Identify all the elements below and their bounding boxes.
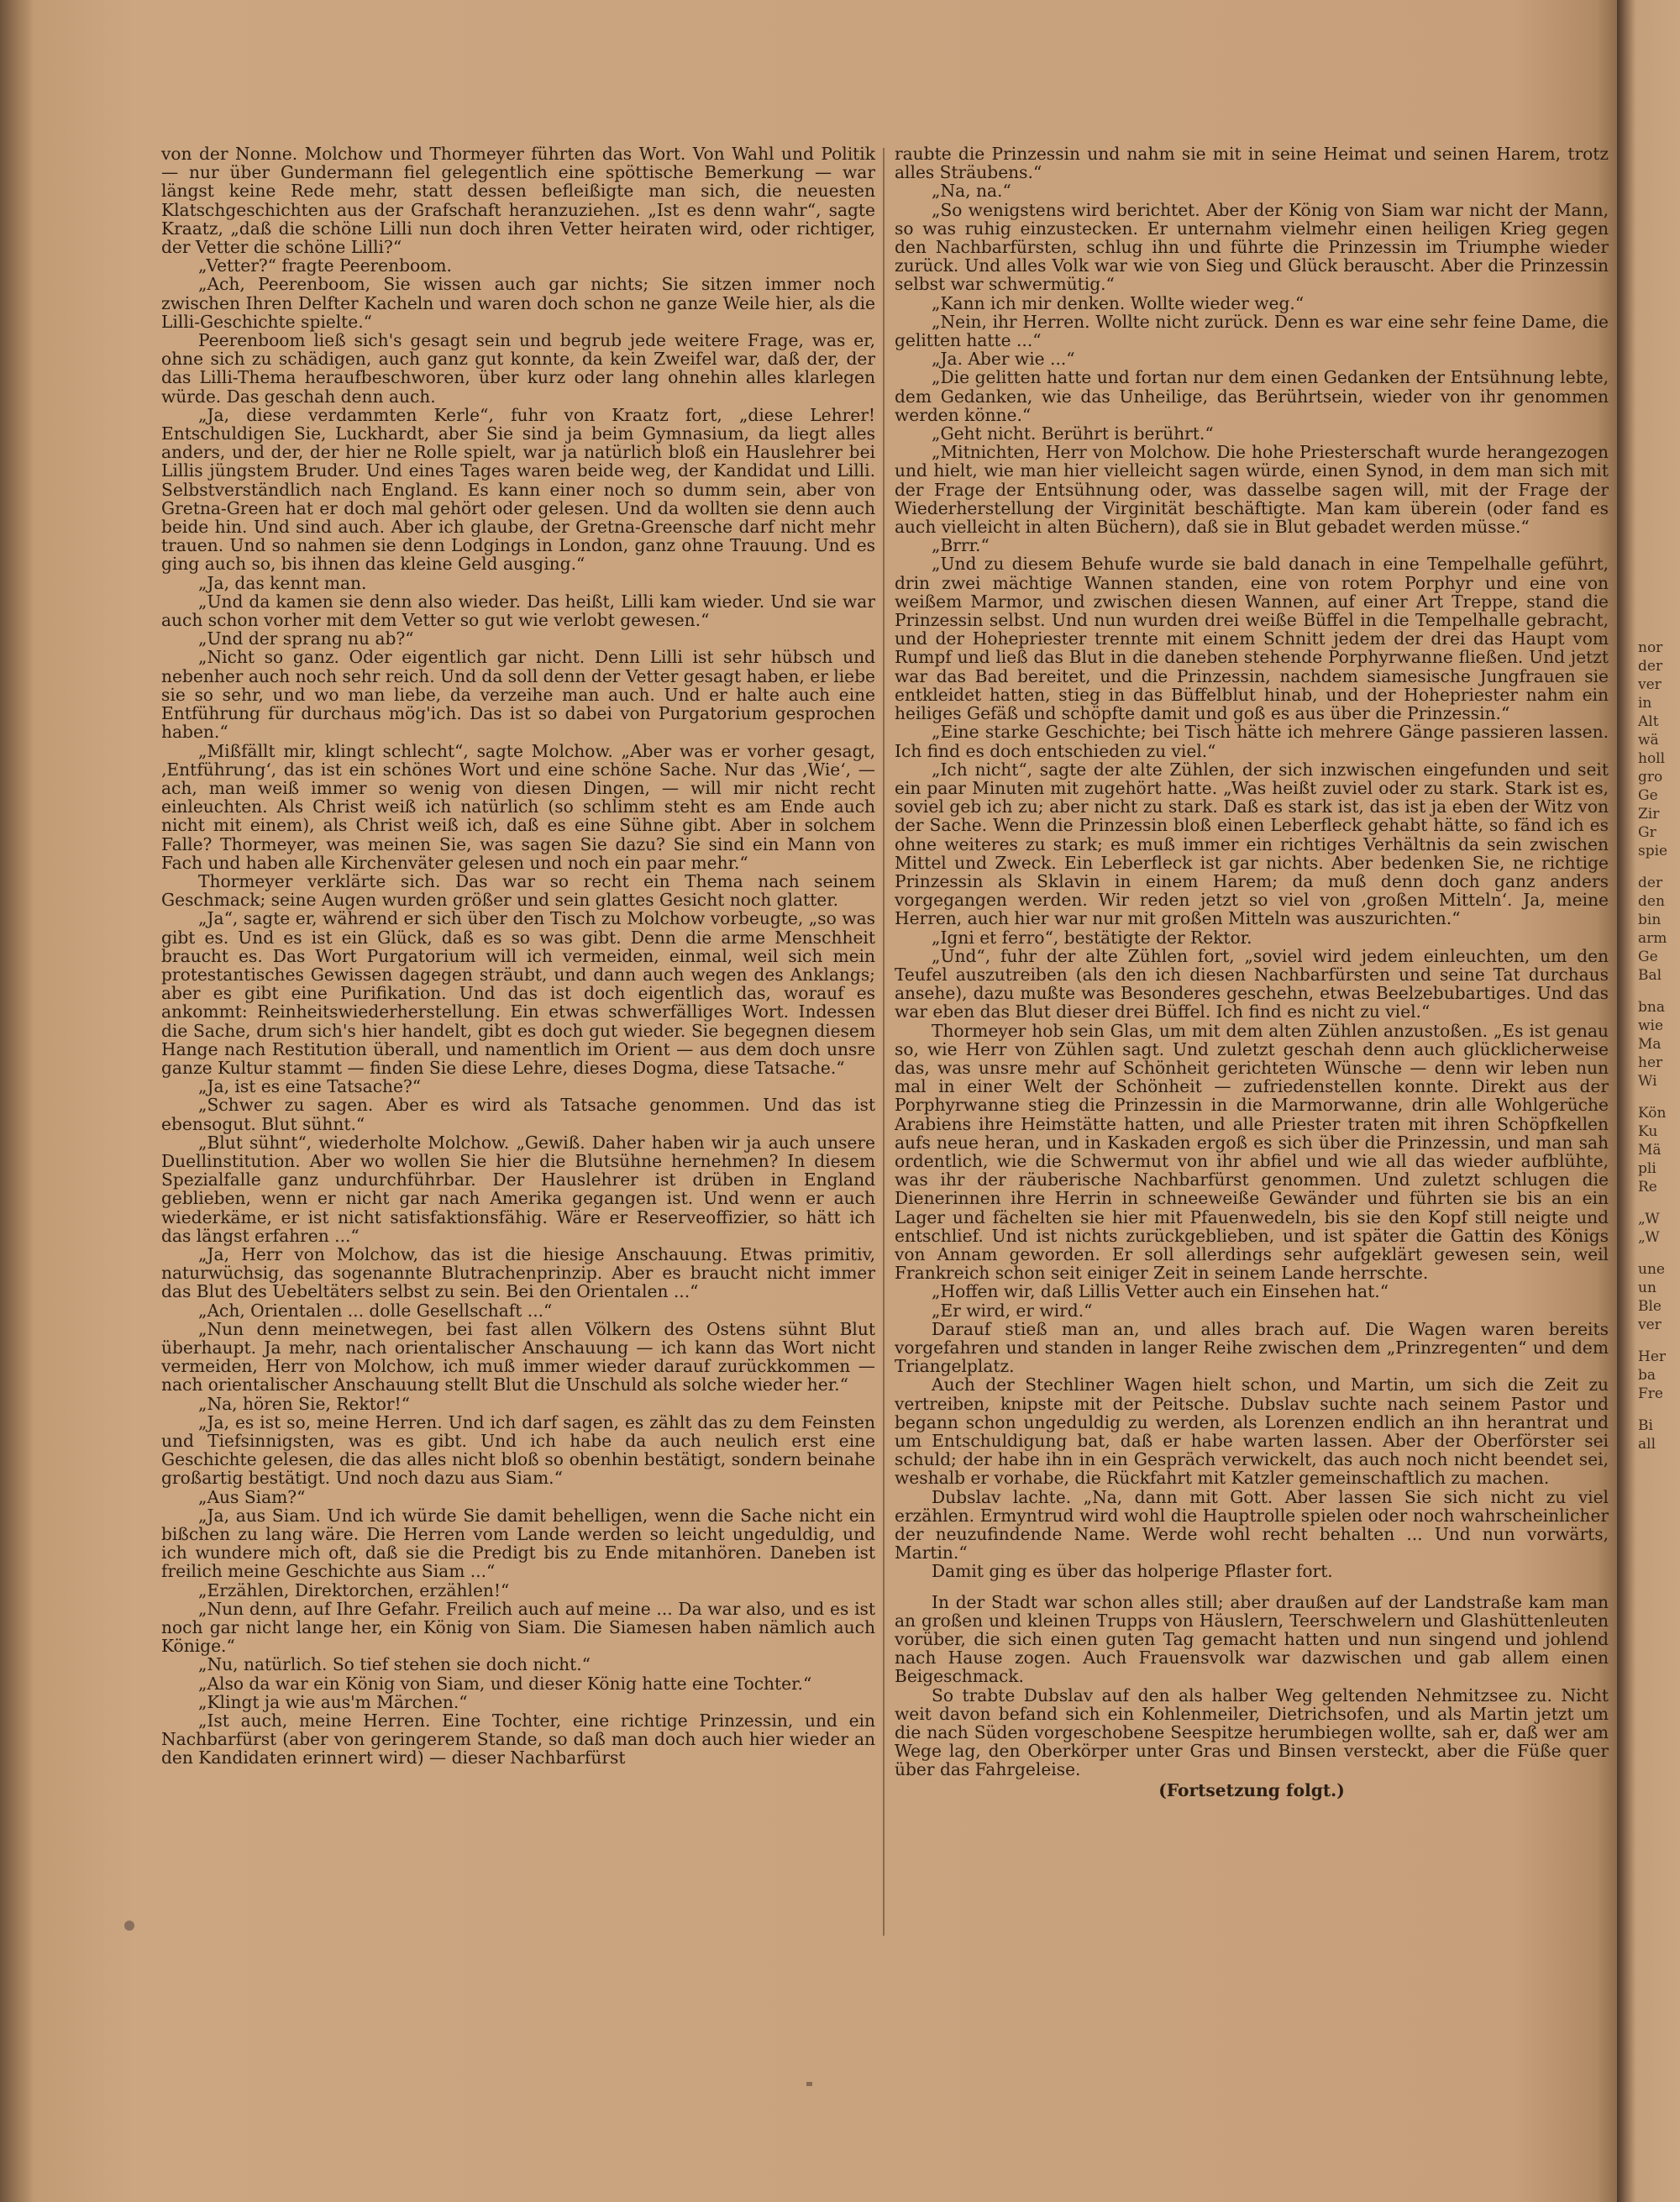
fragment-text: Mä: [1638, 1142, 1662, 1159]
paper-spot: [124, 1921, 134, 1931]
fragment-text: un: [1638, 1280, 1656, 1296]
fragment-text: Ble: [1638, 1298, 1662, 1315]
paragraph: „Er wird, er wird.“: [932, 1300, 1093, 1321]
fragment-text: Her: [1638, 1348, 1667, 1365]
paragraph: „Ja, diese verdammten Kerle“, fuhr von Kraatz fort, „diese Lehrer! Entschuldigen Sie, Luckhardt, aber Sie sind ja beim Gymnasium, da liegt alles anders, und der, der hier ne Rolle spielt, war ja natürlich bloß ein Hauslehrer bei Lillis jüngstem Bruder. Und eines Tages waren beide weg, der Kandidat und Lilli. Selbstverständlich nach England. Es kann einer noch so dumm sein, aber von Gretna-Green hat er doch mal gehört oder gelesen. Und da wollten sie denn auch beide hin. Und sind auch. Aber ich glaube, der Gretna-Greensche darf nicht mehr trauen. Und so nahmen sie denn Lodgings in London, ganz ohne Trauung. Und es ging auch so, bis ihnen das kleine Geld ausging.“: [161, 404, 875, 575]
fragment-text: pli: [1638, 1160, 1656, 1177]
paragraph: „Mitnichten, Herr von Molchow. Die hohe Priesterschaft wurde herangezogen und hielt, wie man hier vielleicht sagen würde, einen Synod, in dem man sich mit der Frage der Entsühnung oder, was dasselbe sagen will, mit der Frage der Wiederherstellung der Virginität beschäftigte. Man kam überein (oder fand es auch vielleicht in alten Büchern), daß sie in Blut gebadet werden müsse.“: [895, 442, 1609, 538]
fragment-text: Gr: [1638, 824, 1656, 841]
fragment-text: arm: [1638, 930, 1667, 947]
paragraph: „Nun denn meinetwegen, bei fast allen Völkern des Ostens sühnt Blut überhaupt. Ja mehr, nach orientalischer Anschauung — ich kann das Wort nicht vermeiden, Herr von Molchow, ich muß immer wieder darauf zurückkommen — nach orientalischer Anschauung stellt Blut die Unschuld als solche wieder her.“: [161, 1318, 875, 1395]
paragraph: „Und der sprang nu ab?“: [198, 628, 414, 649]
paragraph: „Ja, Herr von Molchow, das ist die hiesige Anschauung. Etwas primitiv, naturwüchsig, das sogenannte Blutrachenprinzip. Aber es braucht nicht immer das Blut des Uebeltäters selbst zu sein. Bei den Orientalen ...“: [161, 1243, 875, 1302]
fragment-text: der: [1638, 658, 1663, 675]
paragraph: „Nun denn, auf Ihre Gefahr. Freilich auch auf meine ... Da war also, und es ist noch gar nicht lange her, ein König von Siam. Die Siamesen haben nämlich auch Könige.“: [161, 1598, 875, 1657]
fragment-text: her: [1638, 1054, 1663, 1071]
fragment-text: Wi: [1638, 1073, 1657, 1090]
fragment-text: „W: [1638, 1211, 1660, 1227]
fragment-text: Kön: [1638, 1105, 1667, 1122]
fragment-text: in: [1638, 695, 1652, 712]
fragment-text: Fre: [1638, 1385, 1663, 1402]
paragraph: „Erzählen, Direktorchen, erzählen!“: [198, 1579, 510, 1600]
paragraph: „Vetter?“ fragte Peerenboom.: [198, 255, 452, 276]
paragraph: „Und da kamen sie denn also wieder. Das heißt, Lilli kam wieder. Und sie war auch schon vorher mit dem Vetter so gut wie verlobt gewesen.“: [161, 591, 875, 631]
paragraph: Peerenboom ließ sich's gesagt sein und begrub jede weitere Frage, was er, ohne sich zu schädigen, auch ganz gut konnte, da kein Zweifel war, daß der, der das Lilli-Thema heraufbeschworen, über kurz oder lang ohnehin alles klarlegen würde. Das geschah denn auch.: [161, 330, 875, 407]
column-divider: [883, 148, 885, 1936]
page-mark: [806, 2082, 812, 2086]
paragraph: „Geht nicht. Berührt is berührt.“: [932, 423, 1214, 444]
paragraph: „Also da war ein König von Siam, und dieser König hatte eine Tochter.“: [198, 1673, 812, 1694]
fragment-text: wie: [1638, 1017, 1664, 1034]
paragraph: „Ach, Peerenboom, Sie wissen auch gar nichts; Sie sitzen immer noch zwischen Ihren Delfter Kacheln und waren doch schon ne ganze Weile hier, als die Lilli-Geschichte spielte.“: [161, 274, 875, 332]
fragment-text: Alt: [1638, 713, 1659, 730]
paragraph: „Brrr.“: [932, 535, 990, 556]
fragment-text: Ge: [1638, 787, 1658, 804]
fragment-text: Re: [1638, 1179, 1657, 1196]
paragraph: „Ich nicht“, sagte der alte Zühlen, der sich inzwischen eingefunden und seit ein paar Minuten mit zugehört hatte. „Was heißt zuviel oder zu stark. Stark ist es, soviel geb ich zu; aber nicht zu stark. Daß es stark ist, das ist ja eben der Witz von der Sache. Wenn die Prinzessin bloß einen Leberfleck gehabt hätte, so fänd ich es ohne weiteres zu stark; es muß immer ein richtiges Verhältnis da sein zwischen Mittel und Zweck. Ein Leberfleck ist gar nichts. Aber bedenken Sie, ne richtige Prinzessin als Sklavin in einem Harem; da muß denn doch ganz anders vorgegangen werden. Wir reden jetzt so viel von ‚großen Mitteln‘. Ja, meine Herren, auch hier war nur mit großen Mitteln was auszurichten.“: [895, 759, 1609, 929]
fragment-text: Bi: [1638, 1417, 1653, 1434]
paragraph: „Ja“, sagte er, während er sich über den Tisch zu Molchow vorbeugte, „so was gibt es. Und es ist ein Glück, daß es so was gibt. Denn die arme Menschheit braucht es. Das Wort Purgatorium will ich vermeiden, einmal, weil sich mein protestantisches Gewissen dagegen sträubt, und dann auch wegen des Anklangs; aber es gibt eine Purifikation. Und das ist doch eigentlich das, worauf es ankommt: Reinheitswiederherstellung. Ein etwas schwerfälliges Wort. Indessen die Sache, drum sich's hier handelt, gibt es doch gut wieder. Sie begegnen diesem Hange nach Restitution überall, und namentlich im Orient — aus dem doch unsre ganze Kultur stammt — finden Sie diese Lehre, dieses Dogma, diese Tatsache.“: [161, 908, 875, 1078]
paragraph: „Ja, es ist so, meine Herren. Und ich darf sagen, es zählt das zu dem Feinsten und Tiefsinnigsten, was es gibt. Und ich habe da auch neulich erst eine Geschichte gelesen, die das alles nicht bloß so obenhin bestätigt, sondern beinahe großartig bestätigt. Und noch dazu aus Siam.“: [161, 1411, 875, 1489]
paragraph: Thormeyer hob sein Glas, um mit dem alten Zühlen anzustoßen. „Es ist genau so, wie Herr von Zühlen sagt. Und zuletzt geschah denn auch glücklicherweise das, was unsre mehr auf Schönheit gerichteten Wünsche — denn wir leben nun mal in einer Welt der Schönheit — zufriedenstellen konnte. Direkt aus der Porphyrwanne stieg die Prinzessin in die Marmorwanne, drin alle Wohlgerüche Arabiens ihre Heimstätte hatten, und alle Priester traten mit ihren Schöpfkellen aufs neue heran, und in Kaskaden ergoß es sich über die Prinzessin, und man sah ordentlich, wie die Schwermut von ihr abfiel und wie all das wieder aufblühte, was ihr der räuberische Nachbarfürst genommen. Und zuletzt schlugen die Dienerinnen ihre Herrin in schneeweiße Gewänder und führten sie bis an ein Lager und fächelten sie hier mit Pfauenwedeln, bis sie den Kopf still neigte und entschlief. Und ist nichts zurückgeblieben, und ist später die Gattin des Königs von Annam geworden. Er soll allerdings sehr aufgeklärt gewesen sein, weil Frankreich schon seit einiger Zeit in seinem Lande herrschte.: [895, 1020, 1609, 1284]
fragment-text: ver: [1638, 676, 1662, 693]
paragraph: „Ach, Orientalen ... dolle Gesellschaft ...“: [198, 1300, 553, 1321]
paragraph: „Na, na.“: [932, 181, 1011, 202]
fragment-text: all: [1638, 1436, 1656, 1453]
paragraph: „So wenigstens wird berichtet. Aber der König von Siam war nicht der Mann, so was ruhig einzustecken. Er unternahm vielmehr einen heiligen Krieg gegen den Nachbarfürsten, schlug ihn und führte die Prinzessin im Triumphe wieder zurück. Und alles Volk war wie von Sieg und Glück berauscht. Aber die Prinzessin selbst war schwermütig.“: [895, 199, 1609, 295]
fragment-text: ver: [1638, 1316, 1662, 1333]
fragment-text: wä: [1638, 732, 1659, 749]
fragment-text: Ge: [1638, 949, 1658, 965]
paragraph: „Igni et ferro“, bestätigte der Rektor.: [932, 927, 1252, 948]
fragment-text: den: [1638, 893, 1665, 910]
paragraph: In der Stadt war schon alles still; aber draußen auf der Landstraße kam man an großen und kleinen Trupps von Häuslern, Teerschwelern und Glashüttenleuten vorüber, die sich einen guten Tag gemacht hatten und nun singend und johlend nach Hause zogen. Auch Frauensvolk war dazwischen und gab allem einen Beigeschmack.: [895, 1591, 1609, 1687]
paragraph: „Aus Siam?“: [198, 1486, 306, 1507]
paragraph: Darauf stieß man an, und alles brach auf. Die Wagen waren bereits vorgefahren und standen in langer Reihe zwischen dem „Prinzregenten“ und dem Triangelplatz.: [895, 1318, 1609, 1377]
paragraph: von der Nonne. Molchow und Thormeyer führten das Wort. Von Wahl und Politik — nur über Gundermann fiel gelegentlich eine spöttische Bemerkung — war längst keine Rede mehr, statt dessen befleißigte man sich, die neuesten Klatschgeschichten aus der Grafschaft heranzuziehen. „Ist es denn wahr“, sagte Kraatz, „daß die schöne Lilli nun doch ihren Vetter heiraten wird, oder richtiger, der Vetter die schöne Lilli?“: [161, 144, 875, 258]
fragment-text: „W: [1638, 1229, 1660, 1246]
paragraph: „Ist auch, meine Herren. Eine Tochter, eine richtige Prinzessin, und ein Nachbarfürst (aber von geringerem Stande, so daß man doch auch hier wieder an den Kandidaten erinnert wird) — dieser Nachbarfürst: [161, 1711, 875, 1768]
fragment-text: ba: [1638, 1367, 1656, 1384]
paragraph: „Ja, ist es eine Tatsache?“: [198, 1076, 422, 1097]
fragment-text: gro: [1638, 769, 1663, 786]
paragraph: „Nicht so ganz. Oder eigentlich gar nicht. Denn Lilli ist sehr hübsch und nebenher auch noch sehr reich. Und da soll denn der Vetter gesagt haben, er liebe sie so sehr, und wo man liebe, da verzeihe man auch. Und er halte auch eine Entführung für durchaus mög'ich. Das ist so dabei von Purgatorium gesprochen haben.“: [161, 647, 875, 743]
paragraph: „Hoffen wir, daß Lillis Vetter auch ein Einsehen hat.“: [932, 1281, 1389, 1302]
paragraph: „Nu, natürlich. So tief stehen sie doch nicht.“: [198, 1654, 591, 1675]
paragraph: Thormeyer verklärte sich. Das war so recht ein Thema nach seinem Geschmack; seine Augen wurden größer und sein glattes Gesicht noch glatter.: [161, 870, 875, 911]
fragment-text: une: [1638, 1261, 1665, 1278]
fragment-text: bna: [1638, 999, 1665, 1016]
fragment-text: der: [1638, 875, 1663, 891]
paragraph: „Mißfällt mir, klingt schlecht“, sagte Molchow. „Aber was er vorher gesagt, ‚Entführung‘, das ist ein schönes Wort und eine schöne Sache. Nur das ‚Wie‘, — ach, man weiß immer so wenig von diesen Dingen, — will mir nicht recht einleuchten. Als Christ weiß ich natürlich (so schlimm steht es am Ende auch nicht mit einem), als Christ weiß ich, daß es eine Sühne gibt. Aber in solchem Falle? Thormeyer, was meinen Sie, was sagen Sie dazu? Sie sind ein Mann von Fach und haben alle Kirchenväter gelesen und noch ein paar mehr.“: [161, 740, 875, 873]
paragraph: „Ja, das kennt man.: [198, 572, 367, 593]
paragraph: raubte die Prinzessin und nahm sie mit in seine Heimat und seinen Harem, trotz alles Sträubens.“: [895, 144, 1609, 183]
paragraph: „Blut sühnt“, wiederholte Molchow. „Gewiß. Daher haben wir ja auch unsere Duellinstitution. Aber wo wollen Sie hier die Blutsühne hernehmen? In diesem Spezialfalle ganz undurchführbar. Der Hauslehrer ist drüben in England geblieben, wenn er nicht gar nach Amerika gegangen ist. Und wenn er auch wiederkäme, er ist nicht satisfaktionsfähig. Wäre er Reserveoffizier, so hätt ich das längst erfahren ...“: [161, 1132, 875, 1246]
left-page-edge: [0, 0, 34, 2202]
adjacent-page-fragments: [1638, 639, 1677, 1453]
paragraph: „Nein, ihr Herren. Wollte nicht zurück. Denn es war eine sehr feine Dame, die gelitten hatte ...“: [895, 311, 1609, 351]
paragraph: So trabte Dubslav auf den als halber Weg geltenden Nehmitzsee zu. Nicht weit davon befand sich ein Kohlenmeiler, Dietrichsofen, und als Martin jetzt um die nach Süden vorgeschobene Seespitze herumbiegen wollte, sah er, daß wer am Wege lag, den Oberkörper unter Gras und Binsen versteckt, aber die Füße quer über das Fahrgeleise.: [895, 1684, 1609, 1780]
paragraph: (Fortsetzung folgt.): [1158, 1779, 1345, 1800]
paragraph: „Und“, fuhr der alte Zühlen fort, „soviel wird jedem einleuchten, um den Teufel auszutreiben (als den ich diesen Nachbarfürsten und seine Tat durchaus ansehe), dazu mußte was Besonderes geschehn, etwas Beelzebubartiges. Und das war eben das Blut dieser drei Büffel. Ich find es nicht zu viel.“: [895, 945, 1609, 1022]
paragraph: „Die gelitten hatte und fortan nur dem einen Gedanken der Entsühnung lebte, dem Gedanken, wie das Unheilige, das Berührtsein, wieder von ihr genommen werden könne.“: [895, 367, 1609, 425]
paragraph: „Schwer zu sagen. Aber es wird als Tatsache genommen. Und das ist ebensogut. Blut sühnt.“: [161, 1095, 875, 1134]
fragment-text: bin: [1638, 912, 1662, 928]
fragment-text: Zir: [1638, 806, 1660, 822]
fragment-text: holl: [1638, 750, 1666, 767]
paragraph: „Na, hören Sie, Rektor!“: [198, 1393, 410, 1414]
fragment-text: Bal: [1638, 967, 1662, 984]
fragment-text: Ku: [1638, 1123, 1658, 1140]
paragraph: „Eine starke Geschichte; bei Tisch hätte ich mehrere Gänge passieren lassen. Ich find es doch entschieden zu viel.“: [895, 722, 1609, 761]
fragment-text: Ma: [1638, 1036, 1662, 1053]
fragment-text: nor: [1638, 639, 1663, 656]
paragraph: „Ja. Aber wie ...“: [932, 349, 1075, 370]
paragraph: Damit ging es über das holperige Pflaster fort.: [932, 1561, 1333, 1582]
paragraph: Auch der Stechliner Wagen hielt schon, und Martin, um sich die Zeit zu vertreiben, knipste mit der Peitsche. Dubslav suchte nach seinem Pastor und begann schon ungeduldig zu werden, als Lorenzen endlich an ihn herantrat und um Entschuldigung bat, daß er habe warten lassen. Aber der Oberförster sei schuld; der habe ihn in ein Gespräch verwickelt, das auch noch nicht beendet sei, weshalb er vorhabe, die Rückfahrt mit Katzler gemeinschaftlich zu machen.: [895, 1374, 1609, 1489]
left-text-column: [161, 145, 875, 1768]
paragraph: „Und zu diesem Behufe wurde sie bald danach in eine Tempelhalle geführt, drin zwei mächtige Wannen standen, eine von rotem Porphyr und eine von weißem Marmor, und zwischen diesen Wannen, auf einer Art Treppe, stand die Prinzessin selbst. Und nun wurden drei weiße Büffel in die Tempelhalle gebracht, und der Hohepriester trennte mit einem Schnitt jedem der drei das Haupt vom Rumpf und ließ das Blut in die daneben stehende Porphyrwanne fließen. Und jetzt war das Bad bereitet, und die Prinzessin, nachdem siamesische Jungfrauen sie entkleidet hatten, stieg in das Büffelblut hinab, und der Hohepriester nahm ein heiliges Gefäß und schöpfte damit und goß es aus über die Prinzessin.“: [895, 554, 1609, 724]
paragraph: „Ja, aus Siam. Und ich würde Sie damit behelligen, wenn die Sache nicht ein bißchen zu lang wäre. Die Herren vom Lande werden so leicht ungeduldig, und ich wundere mich oft, daß sie die Predigt bis zu Ende mitanhören. Daneben ist freilich meine Geschichte aus Siam ...“: [161, 1505, 875, 1582]
fragment-text: spie: [1638, 843, 1668, 859]
paragraph: Dubslav lachte. „Na, dann mit Gott. Aber lassen Sie sich nicht zu viel erzählen. Ermyntrud wird wohl die Hauptrolle spielen oder noch wahrscheinlicher der neuzufindende Name. Werde wohl recht behalten ... Und nun vorwärts, Martin.“: [895, 1486, 1609, 1563]
paragraph: „Klingt ja wie aus'm Märchen.“: [198, 1691, 468, 1712]
paragraph: „Kann ich mir denken. Wollte wieder weg.“: [932, 292, 1305, 313]
right-text-column: [895, 145, 1609, 1800]
